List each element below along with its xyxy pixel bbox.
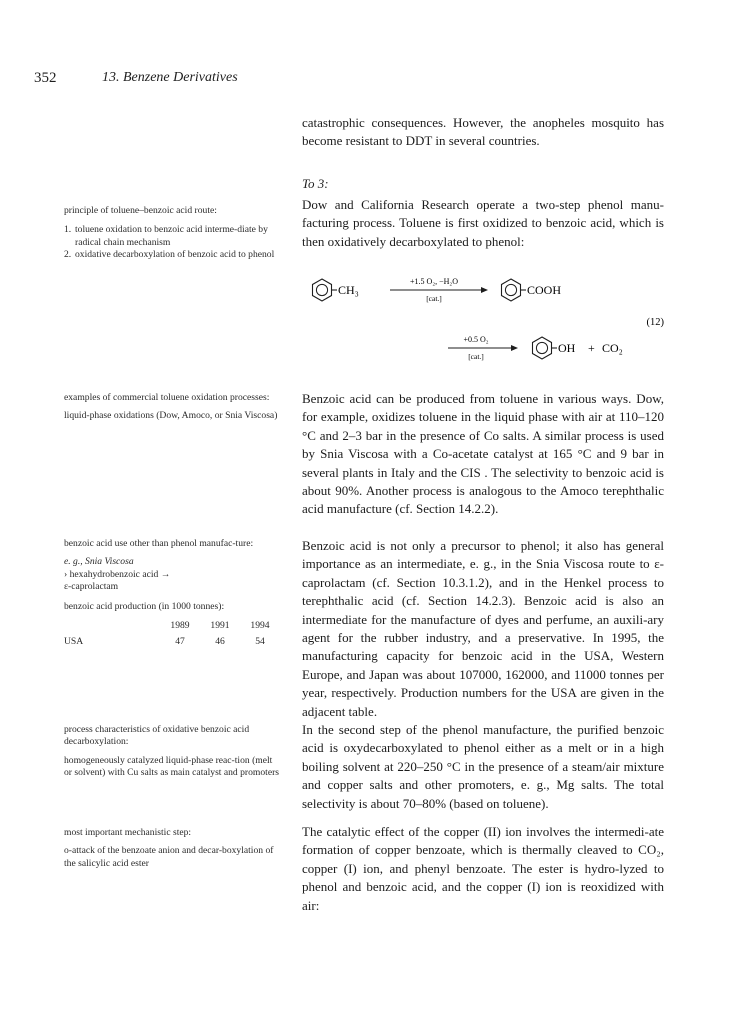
route-title: principle of toluene–benzoic acid route: xyxy=(64,205,217,216)
catalytic-text: The catalytic effect of the copper (II) ion involves the intermedi-ate formation of copper benzoate, which is thermally cleaved to CO₂, copper (I) ion, and phenyl benzoate. The ester is hydro-lyzed to phenol and benzoic acid, and the copper (I) ion is reoxidized with air: xyxy=(302,824,664,913)
value-cell: 47 xyxy=(175,636,185,648)
intro-paragraph xyxy=(302,114,664,151)
arrow2-bottom-label: [cat.] xyxy=(468,352,484,361)
page-number: 352 xyxy=(34,70,57,86)
sidebar-process-note xyxy=(64,724,280,780)
phenol-ring xyxy=(533,337,552,359)
process-title: process characteristics of oxidative benzoic acid decarboxylation: xyxy=(64,724,250,748)
arrow1-top-label: +1.5 O₂, −H₂O xyxy=(410,277,458,286)
arrow2-top-label: +0.5 O₂ xyxy=(463,335,489,344)
arrow1-bottom-label: [cat.] xyxy=(426,294,442,303)
use-title: benzoic acid use other than phenol manufac-ture: xyxy=(64,538,254,549)
use-example: e. g., Snia Viscosa xyxy=(64,556,134,568)
coproduct: CO₂ xyxy=(602,341,623,355)
benzoic-importance-paragraph xyxy=(302,537,664,721)
sidebar-mechanism-note xyxy=(64,827,280,870)
mechanism-title: most important mechanistic step: xyxy=(64,827,192,838)
equation-number: (12) xyxy=(646,317,664,328)
production-title: benzoic acid production (in 1000 tonnes): xyxy=(64,601,225,612)
production-table-header xyxy=(64,618,280,634)
use-step-2: ε-caprolactam xyxy=(64,581,119,593)
sidebar-use-note xyxy=(64,538,280,594)
process-text: homogeneously catalyzed liquid-phase reac-tion (melt or solvent) with Cu salts as main catalyst and promoters xyxy=(64,754,280,779)
commercial-text: liquid-phase oxidations (Dow, Amoco, or Snia Viscosa) xyxy=(64,410,278,422)
intro-text: catastrophic consequences. However, the anopheles mosquito has become resistant to DDT in several countries. xyxy=(302,115,664,149)
use-step-1: › hexahydrobenzoic acid → xyxy=(64,568,171,580)
year-cell: 1991 xyxy=(210,620,230,632)
route-step: 2. oxidative decarboxylation of benzoic acid to phenol xyxy=(64,249,275,261)
benzoic-acid-ring xyxy=(502,279,521,301)
product1-group: COOH xyxy=(527,283,562,297)
route-step: 1. toluene oxidation to benzoic acid interme-diate by radical chain mechanism xyxy=(64,224,268,248)
plus-sign: + xyxy=(588,341,595,355)
table-row xyxy=(64,634,280,650)
benzoic-importance-text: Benzoic acid is not only a precursor to phenol; it also has general importance as an intermediate, e. g., in the Snia Viscosa route to ε-caprolactam (cf. Section 10.3.1.2), and in the Henkel process to terephthalic acid (cf. Section 14.2.3). Benzoic acid is also an intermediate for the manufacture of dyes and perfume, an auxili-ary agent for the rubber industry, and a preservative. In 1995, the manufacturing capacity for benzoic acid in the USA, Western Europe, and Japan was about 107000, 162000, and 11000 tonnes per year, respectively. Production numbers for the USA are given in the adjacent table. xyxy=(302,538,664,719)
benzoic-production-text: Benzoic acid can be produced from toluene in various ways. Dow, for example, oxidizes toluene in the liquid phase with air at 110–120 °C and 2–3 bar in the presence of Co salts. A similar process is used by Snia Viscosa with a Co-acetate catalyst at 165 °C and 9 bar in several plants in Italy and the CIS . The selectivity to benzoic acid is about 90%. Another process is analogous to the Amoco terephthalic acid manufacture (cf. Section 14.2.2). xyxy=(302,391,664,517)
reaction-equation xyxy=(302,262,672,370)
second-step-paragraph xyxy=(302,721,664,813)
sidebar-production-note xyxy=(64,601,280,650)
catalytic-paragraph xyxy=(302,823,664,915)
value-cell: 54 xyxy=(255,636,265,648)
dow-paragraph xyxy=(302,196,664,251)
production-table xyxy=(64,618,280,650)
year-cell: 1989 xyxy=(170,620,190,632)
second-step-text: In the second step of the phenol manufacture, the purified benzoic acid is oxydecarboxylated to phenol either as a melt or in a high boiling solvent at 220–250 °C in the presence of a steam/air mixture and copper salts and other promoters, e. g., Mg salts. The total selectivity is about 70–80% (based on toluene). xyxy=(302,722,664,811)
year-cell: 1994 xyxy=(250,620,270,632)
sidebar-commercial-note xyxy=(64,392,280,423)
region-cell: USA xyxy=(64,636,84,648)
chapter-title: 13. Benzene Derivatives xyxy=(102,70,238,85)
mechanism-text: o-attack of the benzoate anion and decar-boxylation of the salicylic acid ester xyxy=(64,845,274,869)
commercial-title: examples of commercial toluene oxidation processes: xyxy=(64,392,270,403)
toluene-ring xyxy=(313,279,332,301)
route-steps xyxy=(64,224,280,261)
dow-text: Dow and California Research operate a two-step phenol manu-facturing process. Toluene is first oxidized to benzoic acid, which is then oxidatively decarboxylated to phenol: xyxy=(302,197,664,249)
reactant-group: CH₃ xyxy=(338,283,359,297)
benzoic-production-paragraph xyxy=(302,390,664,519)
section-label: To 3: xyxy=(302,176,329,191)
value-cell: 46 xyxy=(215,636,225,648)
sidebar-route-note xyxy=(64,205,280,262)
product2-group: OH xyxy=(558,341,576,355)
